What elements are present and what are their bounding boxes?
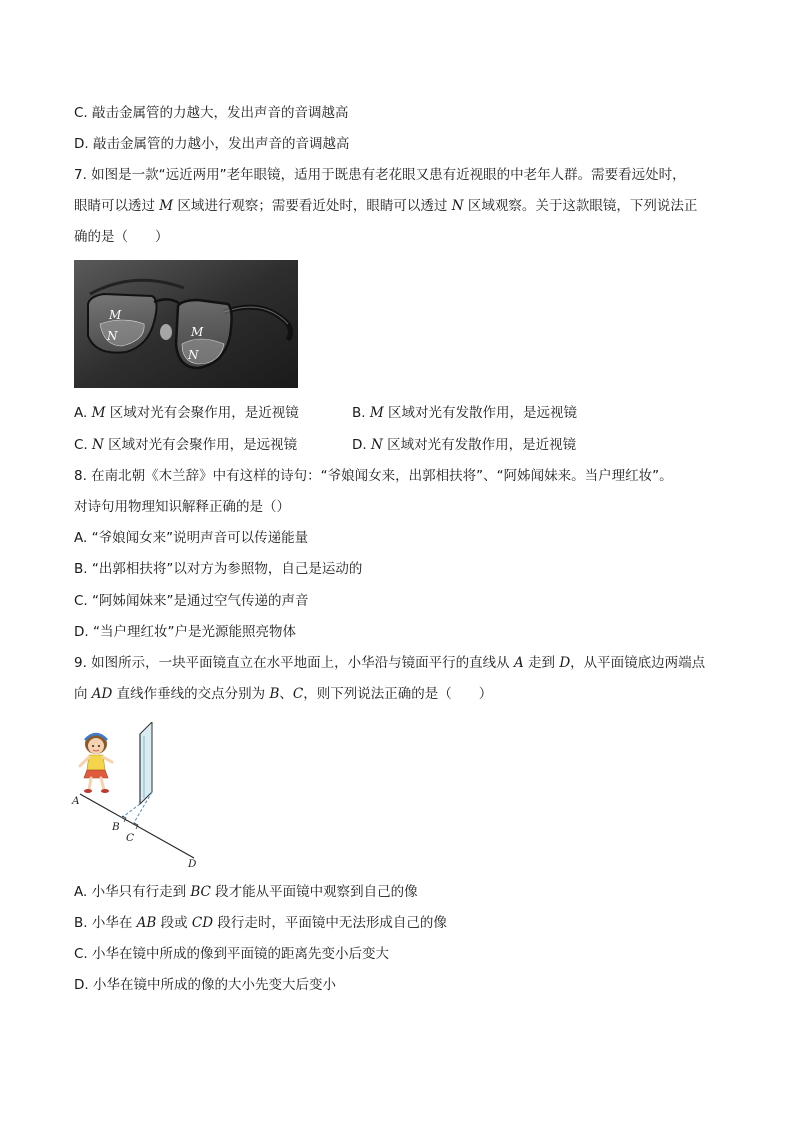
q9-option-c bbox=[74, 944, 389, 964]
q7-option-b-text: 区域对光有发散作用，是远视镜 bbox=[383, 405, 577, 421]
q7-option-b-prefix: B. bbox=[352, 405, 370, 421]
q7-var-n: N bbox=[451, 198, 464, 214]
q9-option-b-var: AB bbox=[136, 915, 157, 931]
q8-option-b bbox=[74, 559, 362, 579]
glasses-figure bbox=[74, 260, 298, 388]
line-ad bbox=[80, 794, 194, 858]
label-d: D bbox=[188, 858, 197, 870]
q7-option-a-prefix: A. bbox=[74, 405, 92, 421]
q9-option-b-text: B. 小华在 bbox=[74, 915, 137, 931]
q7-var-m: M bbox=[159, 198, 174, 214]
q9-stem-text: ，则下列说法正确的是（ ） bbox=[303, 686, 493, 702]
q9-option-d bbox=[74, 975, 336, 995]
q8-option-b-text: B. “出郭相扶将”以对方为参照物，自己是运动的 bbox=[74, 561, 363, 577]
q6-option-c bbox=[74, 103, 349, 123]
q8-stem-text: 8. 在南北朝《木兰辞》中有这样的诗句：“爷娘闻女来，出郭相扶将”、“阿姊闻妹来。当户理红妆”。 bbox=[74, 468, 673, 484]
q9-option-a-text: 段才能从平面镜中观察到自己的像 bbox=[210, 884, 418, 900]
q9-stem-line-1 bbox=[74, 653, 705, 673]
q7-option-c bbox=[74, 435, 297, 455]
q7-stem-text: 区域进行观察；需要看近处时，眼睛可以透过 bbox=[173, 198, 452, 214]
q9-stem-text: ，从平面镜底边两端点 bbox=[570, 655, 706, 671]
q7-option-a bbox=[74, 403, 299, 423]
q8-stem-line-2 bbox=[74, 497, 290, 517]
label-n-left: N bbox=[107, 329, 118, 343]
q7-option-b-var: M bbox=[369, 405, 384, 421]
q6-option-c-text: C. 敲击金属管的力越大，发出声音的音调越高 bbox=[74, 105, 349, 121]
q9-option-b-text: 段行走时，平面镜中无法形成自己的像 bbox=[213, 915, 447, 931]
q9-stem-text: 、 bbox=[279, 686, 293, 702]
mirror-figure bbox=[70, 722, 210, 872]
q9-option-c-text: C. 小华在镜中所成的像到平面镜的距离先变小后变大 bbox=[74, 946, 390, 962]
q8-option-d bbox=[74, 622, 296, 642]
q9-var-c: C bbox=[292, 686, 304, 702]
q8-option-c bbox=[74, 591, 309, 611]
label-n-right: N bbox=[188, 348, 199, 362]
q7-option-a-text: 区域对光有会聚作用，是近视镜 bbox=[105, 405, 299, 421]
label-m-right: M bbox=[191, 325, 204, 339]
label-c: C bbox=[126, 832, 135, 844]
q9-option-a-text: A. 小华只有行走到 bbox=[74, 884, 191, 900]
q7-stem-text: 区域观察。关于这款眼镜，下列说法正 bbox=[463, 198, 698, 214]
girl-illustration bbox=[80, 734, 112, 793]
q9-var-a: A bbox=[513, 655, 524, 671]
q9-stem-text: 9. 如图所示，一块平面镜直立在水平地面上，小华沿与镜面平行的直线从 bbox=[74, 655, 514, 671]
label-m-left: M bbox=[109, 308, 122, 322]
q6-option-d bbox=[74, 134, 349, 154]
q7-option-c-var: N bbox=[92, 437, 104, 453]
q9-var-ad: AD bbox=[91, 686, 113, 702]
q8-stem-text: 对诗句用物理知识解释正确的是（） bbox=[74, 499, 290, 515]
q8-option-a-text: A. “爷娘闻女来”说明声音可以传递能量 bbox=[74, 530, 309, 546]
q9-stem-text: 走到 bbox=[523, 655, 560, 671]
q7-stem-line-1 bbox=[74, 165, 686, 185]
plane-mirror bbox=[140, 722, 152, 804]
q9-stem-text: 直线作垂线的交点分别为 bbox=[112, 686, 270, 702]
q9-var-d: D bbox=[559, 655, 571, 671]
q8-stem-line-1 bbox=[74, 466, 673, 486]
q7-stem-line-2 bbox=[74, 196, 697, 216]
q8-option-a bbox=[74, 528, 308, 548]
label-a: A bbox=[72, 795, 80, 807]
q7-option-b bbox=[352, 403, 577, 423]
q7-stem-line-3 bbox=[74, 227, 169, 247]
q7-option-d-var: N bbox=[370, 437, 383, 453]
q9-option-b-var: CD bbox=[191, 915, 214, 931]
q9-option-a-var: BC bbox=[190, 884, 211, 900]
q9-option-b bbox=[74, 913, 447, 933]
q7-stem-text: 确的是（ ） bbox=[74, 229, 169, 245]
q8-option-c-text: C. “阿姊闻妹来”是通过空气传递的声音 bbox=[74, 593, 309, 609]
q9-stem-text: 向 bbox=[74, 686, 92, 702]
q8-option-d-text: D. “当户理红妆”户是光源能照亮物体 bbox=[74, 624, 296, 640]
q7-stem-text: 眼睛可以透过 bbox=[74, 198, 160, 214]
q6-option-d-text: D. 敲击金属管的力越小，发出声音的音调越高 bbox=[74, 136, 350, 152]
q7-option-a-var: M bbox=[91, 405, 106, 421]
q9-var-b: B bbox=[269, 686, 280, 702]
q9-option-d-text: D. 小华在镜中所成的像的大小先变大后变小 bbox=[74, 977, 336, 993]
q7-option-d-prefix: D. bbox=[352, 437, 371, 453]
q7-option-d bbox=[352, 435, 576, 455]
q9-stem-line-2 bbox=[74, 684, 492, 704]
q9-option-b-text: 段或 bbox=[156, 915, 192, 931]
q7-option-c-text: 区域对光有会聚作用，是远视镜 bbox=[103, 437, 298, 453]
nose-pad bbox=[160, 324, 172, 340]
q7-option-d-text: 区域对光有发散作用，是近视镜 bbox=[382, 437, 577, 453]
q9-option-a bbox=[74, 882, 418, 902]
q7-stem-text: 7. 如图是一款“远近两用”老年眼镜，适用于既患有老花眼又患有近视眼的中老年人群。需要看远处时， bbox=[74, 167, 686, 183]
label-b: B bbox=[112, 821, 120, 833]
q7-option-c-prefix: C. bbox=[74, 437, 93, 453]
